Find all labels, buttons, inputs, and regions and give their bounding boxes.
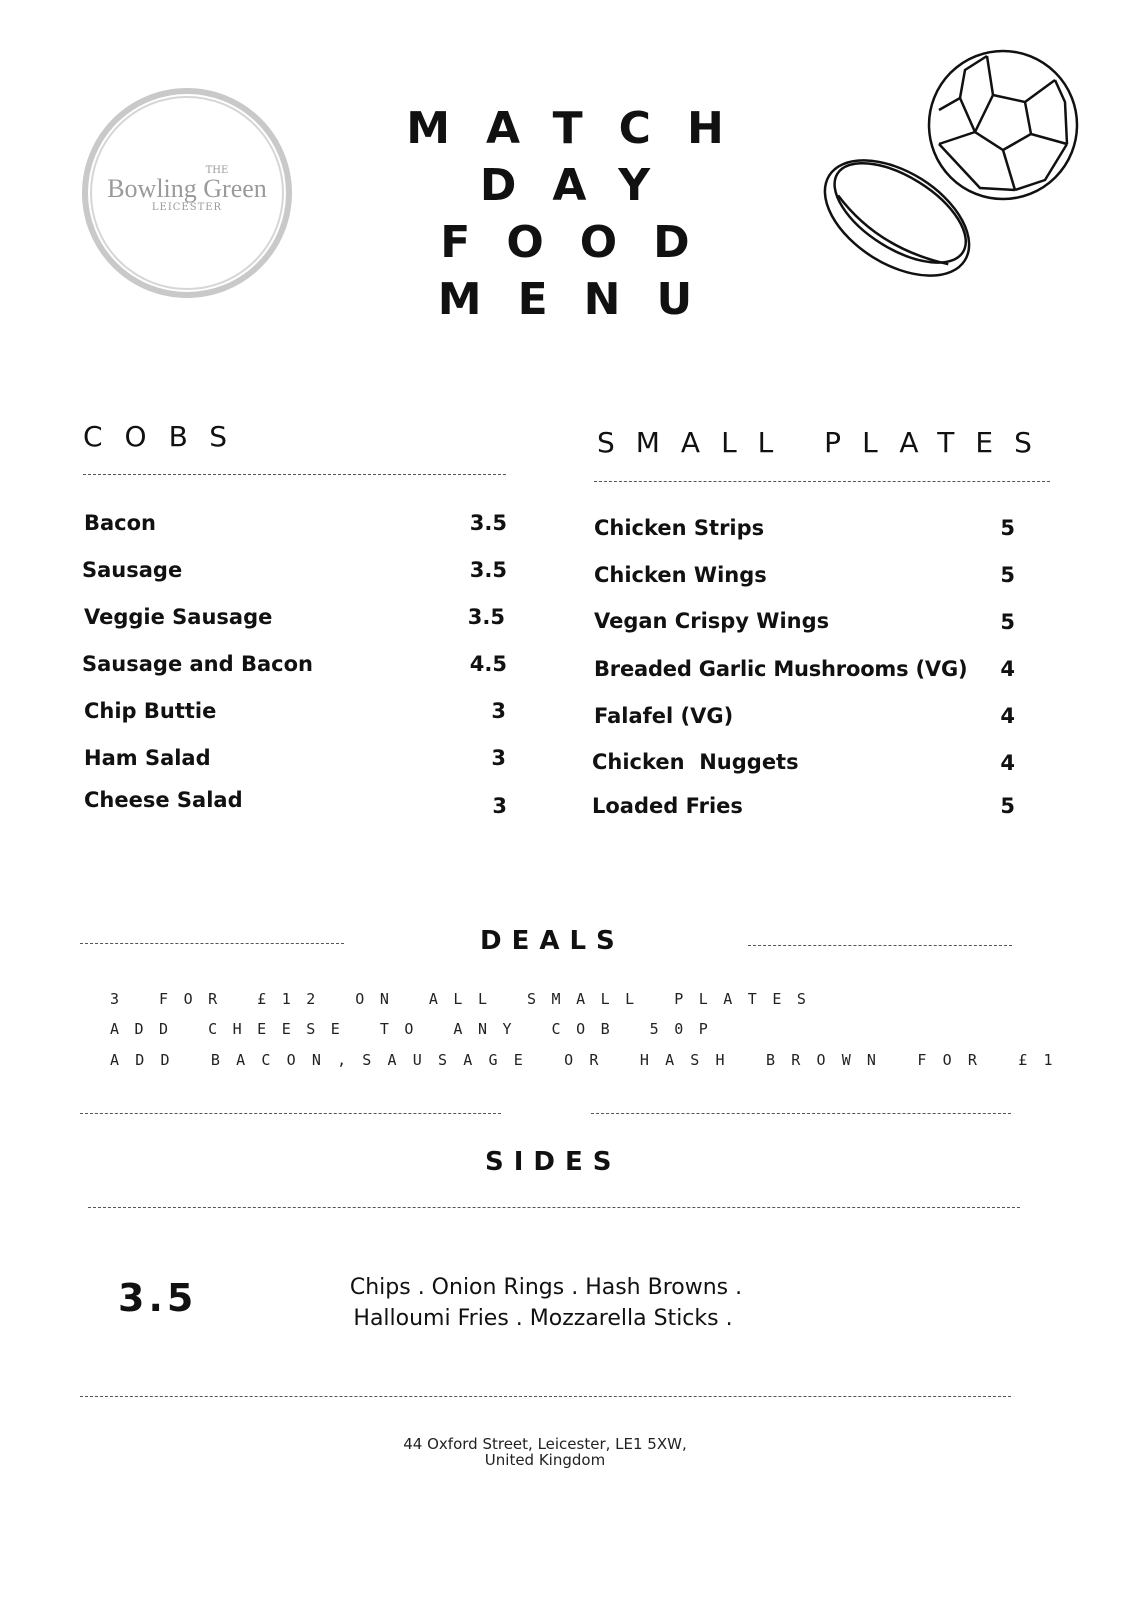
sides-list-line-2: Halloumi Fries . Mozzarella Sticks . <box>353 1306 733 1331</box>
cobs-item-name: Sausage and Bacon <box>82 652 313 676</box>
cobs-item-price: 3 <box>492 794 507 818</box>
deal-line: 3 FOR £12 ON ALL SMALL PLATES <box>110 990 822 1008</box>
small-plates-item-name: Vegan Crispy Wings <box>594 609 830 633</box>
address-line-1: 44 Oxford Street, Leicester, LE1 5XW, <box>403 1435 687 1453</box>
deal-line: ADD BACON,SAUSAGE OR HASH BROWN FOR £1 <box>110 1051 1069 1069</box>
cobs-item-name: Cheese Salad <box>84 788 243 812</box>
small-plates-item-name: Falafel (VG) <box>594 704 734 728</box>
sides-list-line-1: Chips . Onion Rings . Hash Browns . <box>349 1275 743 1300</box>
logo-text <box>72 166 302 214</box>
small-plates-item-price: 5 <box>1000 516 1015 540</box>
small-plates-item-name: Chicken Strips <box>594 516 765 540</box>
cobs-item-name: Bacon <box>84 511 157 535</box>
title-line-1: MATCH <box>406 103 760 154</box>
cobs-item-price: 3 <box>491 746 506 770</box>
deals-heading: DEALS <box>480 926 625 956</box>
cobs-item-price: 3 <box>491 699 506 723</box>
cobs-item-price: 3.5 <box>469 511 507 535</box>
small-plates-item-name: Chicken Wings <box>594 563 767 587</box>
small-plates-item-name: Breaded Garlic Mushrooms (VG) <box>594 657 968 681</box>
deals-bottom-divider-right <box>591 1113 1011 1114</box>
sides-price: 3.5 <box>118 1276 198 1320</box>
deal-line: ADD CHEESE TO ANY COB 50P <box>110 1020 724 1038</box>
cobs-item-name: Ham Salad <box>84 746 211 770</box>
footer-divider <box>80 1396 1011 1397</box>
logo-the: THE <box>205 165 229 176</box>
title-line-3: FOOD <box>440 217 726 268</box>
logo-name: Bowling Green <box>107 174 267 203</box>
small-plates-heading: SMALL PLATES <box>597 426 1053 459</box>
logo-city: LEICESTER <box>151 202 223 213</box>
sides-heading: SIDES <box>485 1147 622 1177</box>
cobs-item-price: 3.5 <box>469 558 507 582</box>
address <box>330 1436 760 1468</box>
address-line-2: United Kingdom <box>484 1451 606 1469</box>
cobs-item-name: Veggie Sausage <box>84 605 273 629</box>
small-plates-item-price: 5 <box>1000 794 1015 818</box>
small-plates-item-price: 4 <box>1000 751 1015 775</box>
title-line-2: DAY <box>479 160 687 211</box>
deals-divider-left <box>80 943 344 944</box>
small-plates-item-name: Loaded Fries <box>592 794 743 818</box>
rugby-ball-icon <box>815 137 989 300</box>
logo <box>72 78 302 308</box>
football-rugby-ball-icon <box>815 40 1095 300</box>
small-plates-item-price: 5 <box>1000 610 1015 634</box>
cobs-item-price: 4.5 <box>469 652 507 676</box>
sides-divider <box>88 1207 1020 1208</box>
cobs-divider <box>83 474 506 475</box>
small-plates-item-price: 4 <box>1000 704 1015 728</box>
football-icon <box>929 51 1077 199</box>
page-title <box>380 100 760 328</box>
cobs-item-name: Sausage <box>82 558 183 582</box>
small-plates-item-name: Chicken Nuggets <box>592 750 799 774</box>
small-plates-item-price: 4 <box>1000 657 1015 681</box>
title-line-4: MENU <box>437 274 729 325</box>
deals-divider-right <box>748 945 1012 946</box>
small-plates-item-price: 5 <box>1000 563 1015 587</box>
cobs-item-price: 3.5 <box>467 605 505 629</box>
small-plates-divider <box>594 481 1050 482</box>
deals-bottom-divider-left <box>80 1113 501 1114</box>
cobs-item-name: Chip Buttie <box>84 699 217 723</box>
cobs-heading: COBS <box>83 420 250 453</box>
